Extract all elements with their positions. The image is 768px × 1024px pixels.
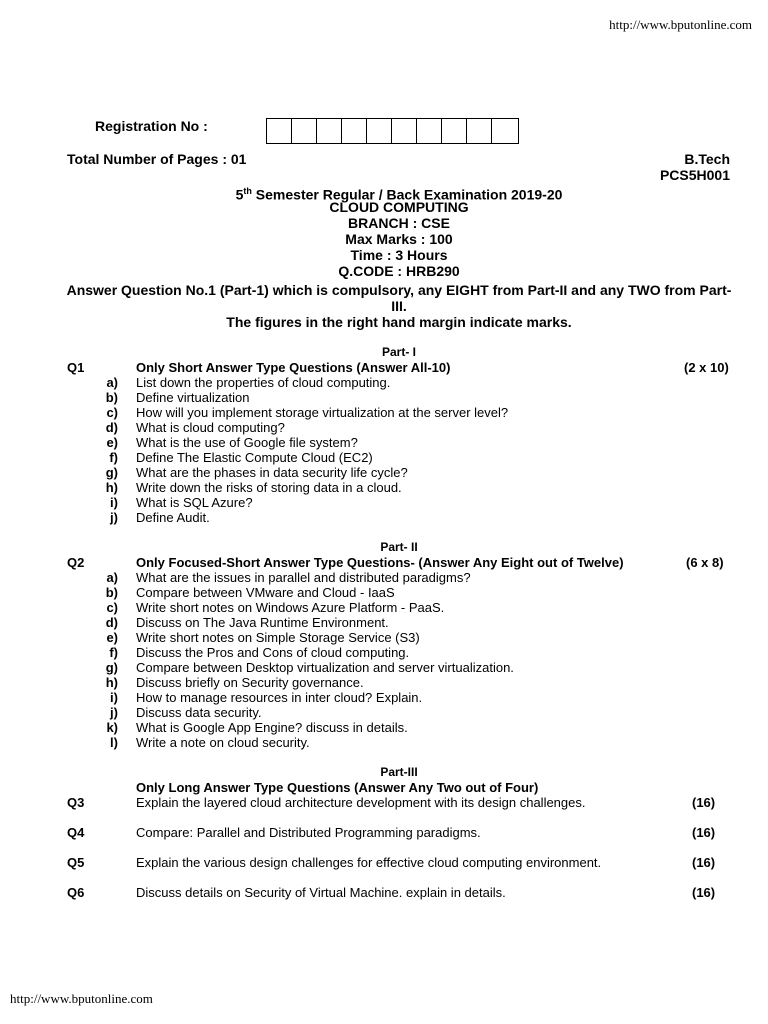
subquestion-text: Define The Elastic Compute Cloud (EC2) — [136, 450, 373, 465]
exam-title: 5th Semester Regular / Back Examination 2019-20 — [235, 186, 563, 203]
subquestion-letter: c) — [106, 600, 118, 615]
subquestion-text: Discuss on The Java Runtime Environment. — [136, 615, 389, 630]
registration-digit-box[interactable] — [292, 119, 317, 143]
subquestion-row — [100, 630, 514, 645]
q2-subquestions — [100, 570, 514, 750]
subquestion-letter: g) — [105, 660, 118, 675]
long-question-marks: (16) — [692, 795, 716, 810]
part2-title: Part- II — [380, 540, 418, 554]
subquestion-row — [100, 405, 508, 420]
subquestion-letter: b) — [105, 390, 118, 405]
registration-digit-box[interactable] — [442, 119, 467, 143]
registration-digit-box[interactable] — [342, 119, 367, 143]
qcode: Q.CODE : HRB290 — [338, 263, 460, 279]
subquestion-text: What is SQL Azure? — [136, 495, 253, 510]
subquestion-row — [100, 375, 508, 390]
subquestion-row — [100, 390, 508, 405]
q1-number: Q1 — [67, 360, 85, 375]
subquestion-text: How will you implement storage virtualization at the server level? — [136, 405, 509, 420]
subquestion-text: What are the phases in data security life cycle? — [136, 465, 408, 480]
subquestion-text: How to manage resources in inter cloud? Explain. — [136, 690, 423, 705]
subquestion-row — [100, 465, 508, 480]
max-marks: Max Marks : 100 — [345, 231, 453, 247]
subquestion-text: What are the issues in parallel and distributed paradigms? — [136, 570, 471, 585]
subquestion-row — [100, 600, 514, 615]
instruction-compulsory: Answer Question No.1 (Part-1) which is compulsory, any EIGHT from Part-II and any TWO from Part-III. — [66, 282, 732, 314]
long-question-text: Explain the various design challenges for effective cloud computing environment. — [136, 855, 602, 870]
subquestion-text: Write short notes on Simple Storage Service (S3) — [136, 630, 420, 645]
subquestion-letter: a) — [106, 570, 118, 585]
registration-digit-box[interactable] — [367, 119, 392, 143]
subquestion-letter: b) — [105, 585, 118, 600]
long-question-number: Q3 — [67, 795, 85, 810]
subquestion-letter: f) — [109, 645, 118, 660]
subject-title: CLOUD COMPUTING — [329, 199, 469, 215]
subquestion-row — [100, 495, 508, 510]
branch: BRANCH : CSE — [348, 215, 450, 231]
long-question-number: Q4 — [67, 825, 85, 840]
subquestion-text: What is Google App Engine? discuss in details. — [136, 720, 408, 735]
subquestion-letter: h) — [105, 480, 118, 495]
subquestion-text: Write short notes on Windows Azure Platform - PaaS. — [136, 600, 445, 615]
q2-number: Q2 — [67, 555, 85, 570]
q1-marks: (2 x 10) — [684, 360, 729, 375]
subquestion-letter: f) — [109, 450, 118, 465]
subquestion-letter: d) — [105, 420, 118, 435]
subquestion-letter: g) — [105, 465, 118, 480]
subquestion-letter: j) — [110, 510, 118, 525]
subquestion-row — [100, 645, 514, 660]
part3-heading: Only Long Answer Type Questions (Answer Any Two out of Four) — [136, 780, 539, 795]
subquestion-row — [100, 735, 514, 750]
long-question-text: Compare: Parallel and Distributed Programming paradigms. — [136, 825, 481, 840]
part1-title: Part- I — [381, 345, 416, 359]
subquestion-text: List down the properties of cloud computing. — [136, 375, 391, 390]
subquestion-letter: a) — [106, 375, 118, 390]
subquestion-text: Compare between Desktop virtualization and server virtualization. — [136, 660, 514, 675]
subquestion-row — [100, 420, 508, 435]
exam-header — [0, 183, 768, 279]
subquestion-row — [100, 570, 514, 585]
subquestion-row — [100, 480, 508, 495]
subquestion-row — [100, 585, 514, 600]
subquestion-row — [100, 615, 514, 630]
subquestion-text: Define virtualization — [136, 390, 250, 405]
subquestion-letter: e) — [106, 630, 118, 645]
registration-digit-box[interactable] — [392, 119, 417, 143]
subquestion-text: Discuss data security. — [136, 705, 262, 720]
subquestion-row — [100, 705, 514, 720]
subquestion-text: Discuss the Pros and Cons of cloud computing. — [136, 645, 410, 660]
subquestion-text: Define Audit. — [136, 510, 210, 525]
subquestion-text: Compare between VMware and Cloud - IaaS — [136, 585, 395, 600]
subquestion-row — [100, 510, 508, 525]
q2-heading: Only Focused-Short Answer Type Questions- (Answer Any Eight out of Twelve) — [136, 555, 624, 570]
time: Time : 3 Hours — [350, 247, 448, 263]
subquestion-letter: i) — [110, 690, 118, 705]
long-question-text: Explain the layered cloud architecture development with its design challenges. — [136, 795, 586, 810]
subquestion-text: What is cloud computing? — [136, 420, 285, 435]
long-question-text: Discuss details on Security of Virtual Machine. explain in details. — [136, 885, 506, 900]
subquestion-text: What is the use of Google file system? — [136, 435, 358, 450]
footer-url[interactable]: http://www.bputonline.com — [10, 991, 153, 1006]
q1-heading: Only Short Answer Type Questions (Answer All-10) — [136, 360, 451, 375]
long-question-marks: (16) — [692, 855, 716, 870]
subquestion-text: Write down the risks of storing data in a cloud. — [136, 480, 402, 495]
registration-digit-box[interactable] — [317, 119, 342, 143]
long-question-marks: (16) — [692, 885, 716, 900]
subquestion-letter: k) — [106, 720, 118, 735]
registration-digit-box[interactable] — [417, 119, 442, 143]
subquestion-row — [100, 675, 514, 690]
subquestion-letter: l) — [110, 735, 118, 750]
registration-digit-box[interactable] — [467, 119, 492, 143]
subquestion-letter: d) — [105, 615, 118, 630]
subquestion-row — [100, 435, 508, 450]
instruction-marks: The figures in the right hand margin indicate marks. — [226, 314, 572, 330]
degree: B.Tech — [684, 151, 730, 167]
subquestion-letter: e) — [106, 435, 118, 450]
q2-marks: (6 x 8) — [686, 555, 724, 570]
long-question-number: Q6 — [67, 885, 85, 900]
part3-title: Part-III — [380, 765, 418, 779]
total-pages: Total Number of Pages : 01 — [67, 151, 247, 167]
subquestion-row — [100, 450, 508, 465]
subquestion-letter: h) — [105, 675, 118, 690]
registration-label: Registration No : — [95, 118, 208, 134]
subquestion-row — [100, 690, 514, 705]
long-question-number: Q5 — [67, 855, 85, 870]
q1-subquestions — [100, 375, 508, 525]
registration-digit-box[interactable] — [267, 119, 292, 143]
subquestion-row — [100, 720, 514, 735]
subject-code: PCS5H001 — [659, 167, 730, 183]
subquestion-letter: i) — [110, 495, 118, 510]
long-question-marks: (16) — [692, 825, 716, 840]
registration-boxes — [266, 118, 519, 144]
subquestion-letter: j) — [110, 705, 118, 720]
registration-digit-box[interactable] — [492, 119, 518, 143]
subquestion-letter: c) — [106, 405, 118, 420]
subquestion-row — [100, 660, 514, 675]
subquestion-text: Discuss briefly on Security governance. — [136, 675, 364, 690]
subquestion-text: Write a note on cloud security. — [136, 735, 310, 750]
header-url[interactable]: http://www.bputonline.com — [609, 17, 752, 32]
